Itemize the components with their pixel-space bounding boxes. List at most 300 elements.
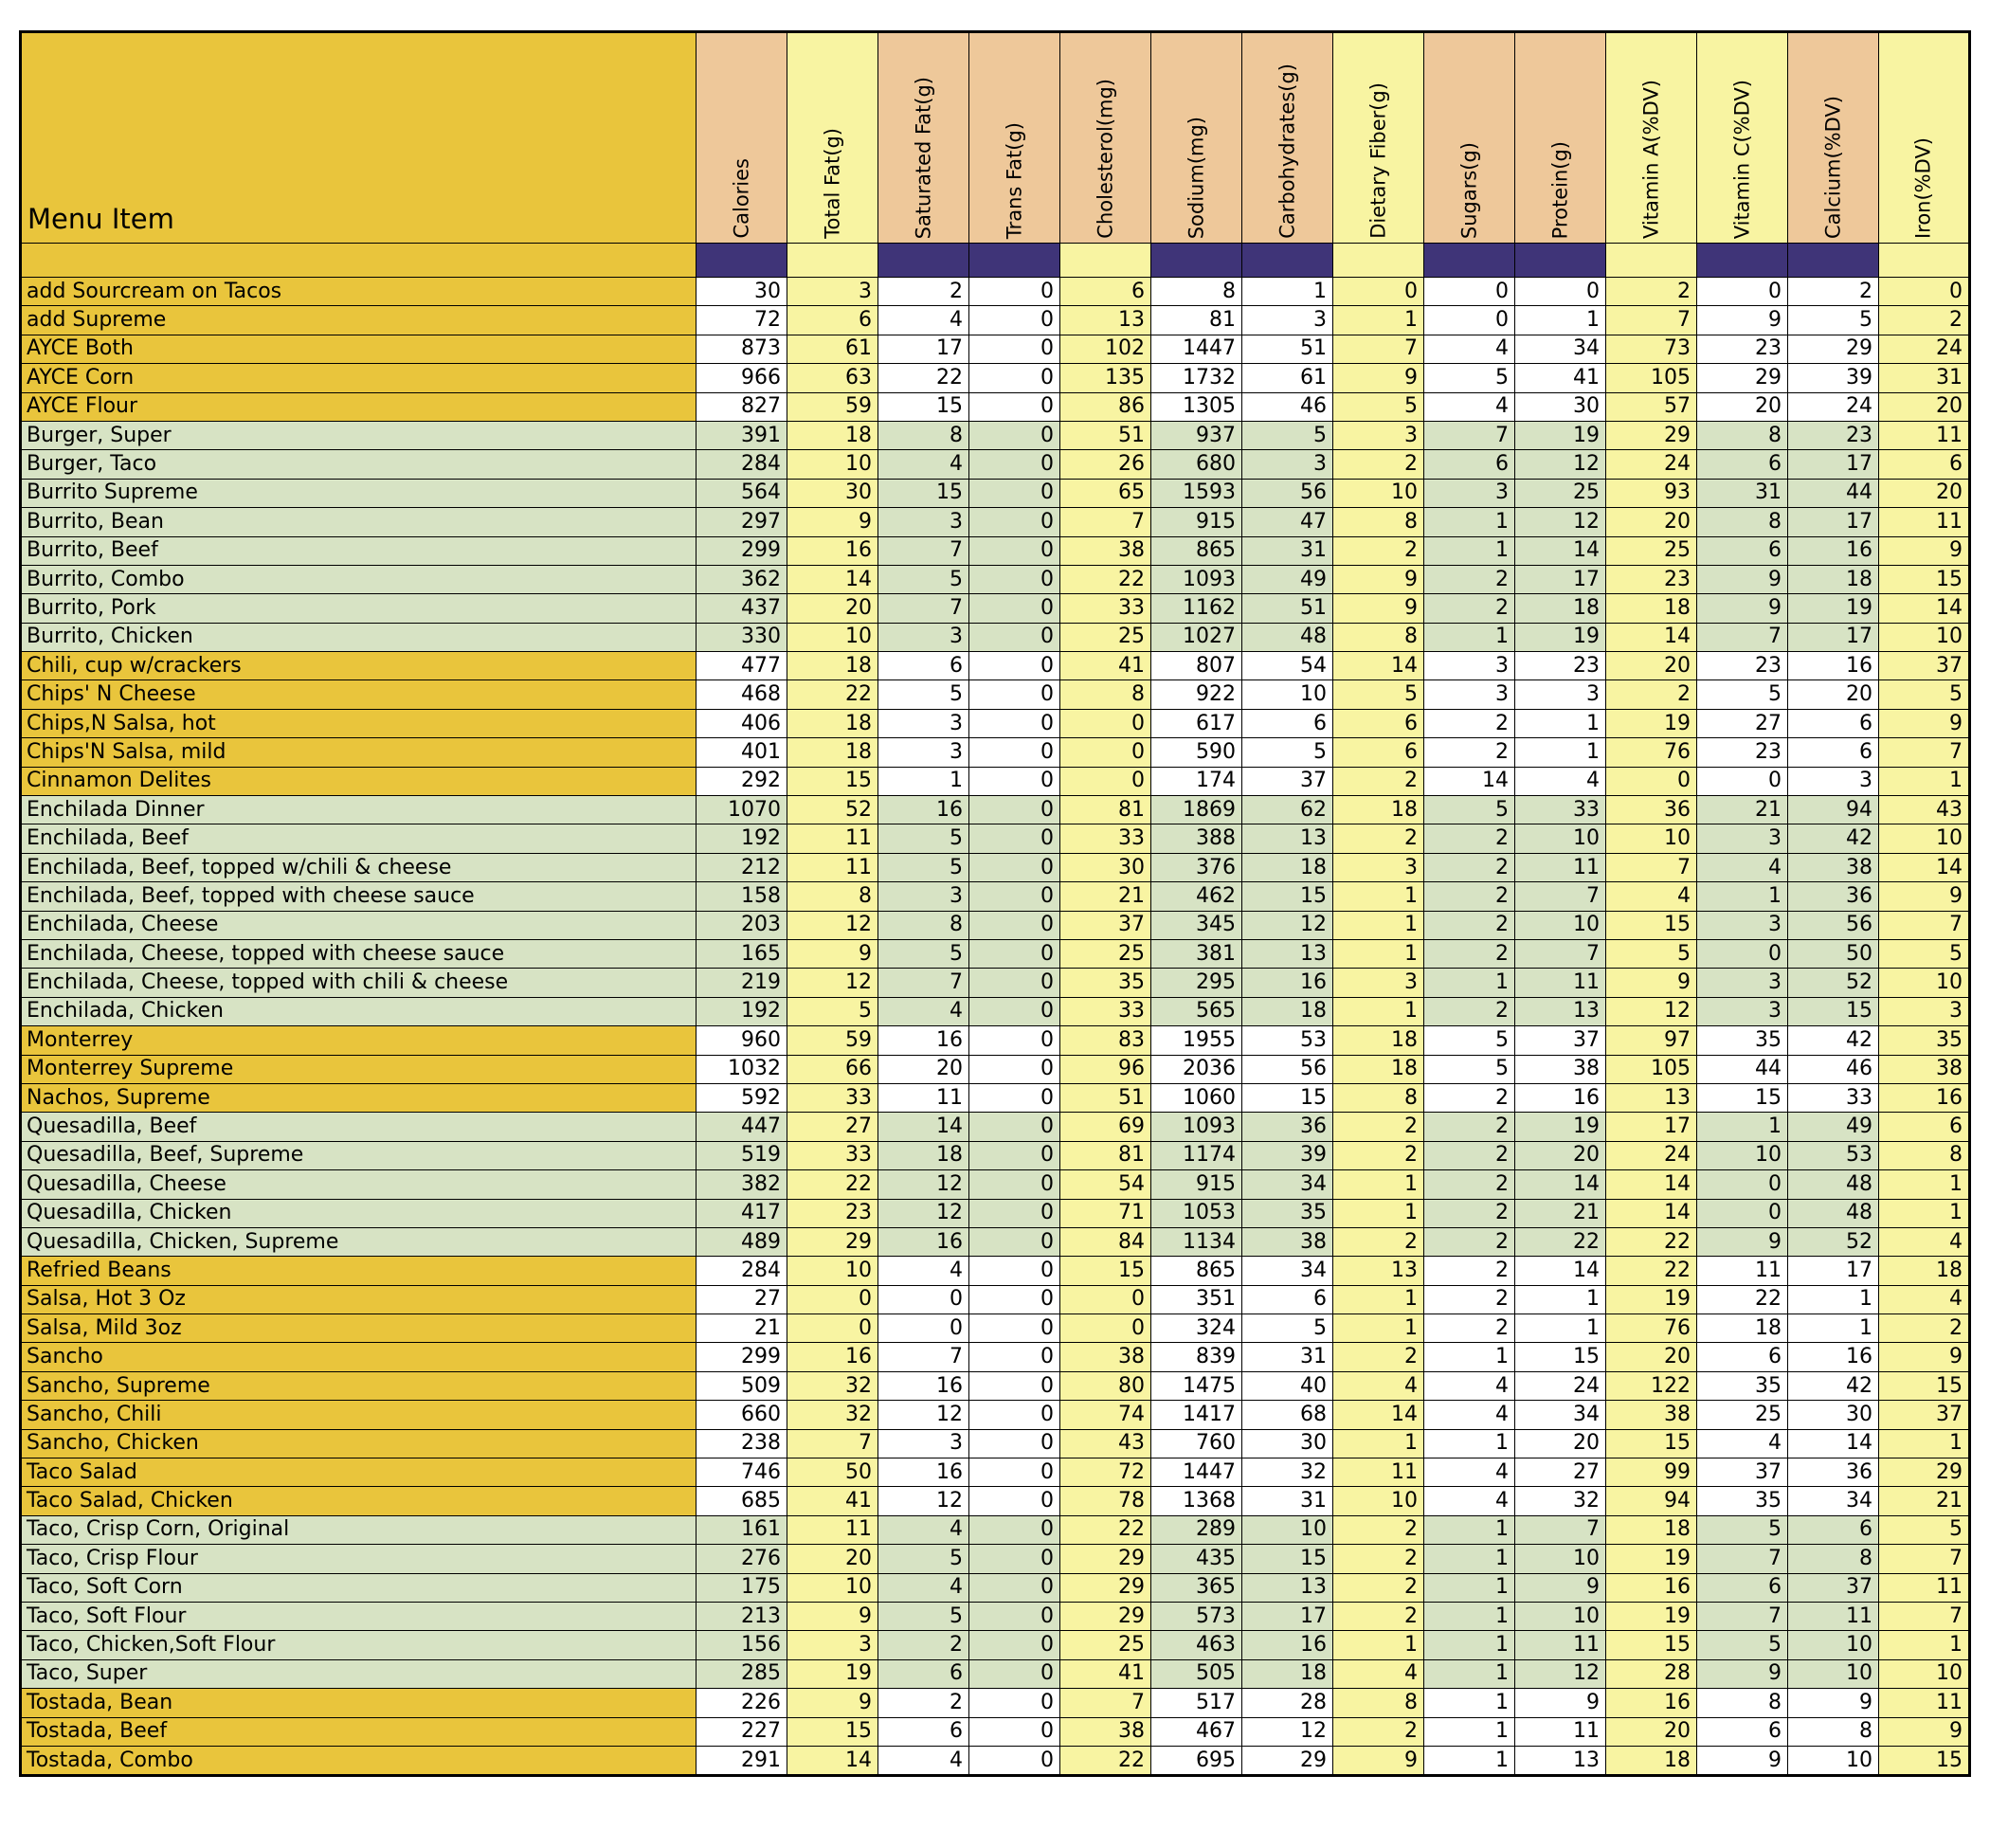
value-cell: 5 xyxy=(1333,680,1424,709)
value-cell: 1174 xyxy=(1151,1141,1242,1169)
table-row xyxy=(21,1458,1970,1487)
value-cell: 19 xyxy=(1606,709,1697,737)
value-cell: 19 xyxy=(1788,594,1879,623)
menu-item-cell: Sancho, Chili xyxy=(21,1401,696,1429)
value-cell: 3 xyxy=(1333,969,1424,997)
value-cell: 18 xyxy=(1788,565,1879,593)
value-cell: 17 xyxy=(1606,1113,1697,1141)
value-cell: 0 xyxy=(969,767,1060,795)
value-cell: 21 xyxy=(1879,1487,1970,1515)
value-cell: 3 xyxy=(878,709,969,737)
value-cell: 30 xyxy=(1515,392,1606,421)
value-cell: 14 xyxy=(1788,1429,1879,1458)
value-cell: 57 xyxy=(1606,392,1697,421)
value-cell: 13 xyxy=(1515,997,1606,1025)
value-cell: 0 xyxy=(787,1285,878,1314)
value-cell: 36 xyxy=(1242,1113,1333,1141)
value-cell: 93 xyxy=(1606,479,1697,507)
value-cell: 40 xyxy=(1242,1371,1333,1400)
value-cell: 76 xyxy=(1606,1314,1697,1343)
table-row xyxy=(21,508,1970,536)
value-cell: 20 xyxy=(1606,652,1697,680)
value-cell: 1053 xyxy=(1151,1199,1242,1227)
menu-item-cell: Quesadilla, Beef xyxy=(21,1113,696,1141)
value-cell: 213 xyxy=(696,1602,787,1630)
table-row xyxy=(21,278,1970,306)
value-cell: 11 xyxy=(1788,1602,1879,1630)
value-cell: 2 xyxy=(1424,1141,1515,1169)
value-cell: 24 xyxy=(1879,335,1970,363)
value-cell: 4 xyxy=(1879,1227,1970,1256)
value-cell: 573 xyxy=(1151,1602,1242,1630)
menu-item-cell: Burrito Supreme xyxy=(21,479,696,507)
column-header-label: Calories xyxy=(730,158,752,239)
value-cell: 0 xyxy=(969,709,1060,737)
column-header xyxy=(1060,32,1151,244)
value-cell: 11 xyxy=(1879,1573,1970,1602)
value-cell: 7 xyxy=(1424,421,1515,449)
value-cell: 4 xyxy=(1515,767,1606,795)
column-header-label: Saturated Fat(g) xyxy=(912,76,934,239)
value-cell: 15 xyxy=(787,767,878,795)
menu-item-cell: Chips'N Salsa, mild xyxy=(21,738,696,767)
value-cell: 37 xyxy=(1697,1458,1788,1487)
value-cell: 564 xyxy=(696,479,787,507)
value-cell: 0 xyxy=(1060,767,1151,795)
value-cell: 14 xyxy=(1606,623,1697,651)
value-cell: 26 xyxy=(1060,450,1151,479)
table-row xyxy=(21,450,1970,479)
column-header-label: Protein(g) xyxy=(1548,140,1571,239)
value-cell: 5 xyxy=(1242,421,1333,449)
column-header-label: Trans Fat(g) xyxy=(1003,121,1025,239)
value-cell: 1447 xyxy=(1151,335,1242,363)
value-cell: 47 xyxy=(1242,508,1333,536)
menu-item-cell: Enchilada, Cheese, topped with cheese sauce xyxy=(21,939,696,968)
table-row xyxy=(21,565,1970,593)
value-cell: 39 xyxy=(1242,1141,1333,1169)
value-cell: 289 xyxy=(1151,1515,1242,1544)
menu-item-cell: Burger, Super xyxy=(21,421,696,449)
value-cell: 8 xyxy=(1060,680,1151,709)
value-cell: 38 xyxy=(1606,1401,1697,1429)
value-cell: 6 xyxy=(1788,1515,1879,1544)
value-cell: 1 xyxy=(1424,1343,1515,1371)
value-cell: 81 xyxy=(1060,1141,1151,1169)
value-cell: 14 xyxy=(787,565,878,593)
band-cell xyxy=(1060,244,1151,278)
value-cell: 32 xyxy=(1242,1458,1333,1487)
value-cell: 7 xyxy=(1060,508,1151,536)
value-cell: 7 xyxy=(1333,335,1424,363)
value-cell: 33 xyxy=(1515,796,1606,824)
value-cell: 3 xyxy=(1697,969,1788,997)
value-cell: 5 xyxy=(878,939,969,968)
value-cell: 417 xyxy=(696,1199,787,1227)
value-cell: 65 xyxy=(1060,479,1151,507)
value-cell: 1 xyxy=(1424,1545,1515,1573)
value-cell: 0 xyxy=(969,536,1060,565)
value-cell: 29 xyxy=(1788,335,1879,363)
table-row xyxy=(21,652,1970,680)
value-cell: 15 xyxy=(1060,1257,1151,1285)
value-cell: 10 xyxy=(787,450,878,479)
value-cell: 1093 xyxy=(1151,1113,1242,1141)
value-cell: 11 xyxy=(787,1515,878,1544)
value-cell: 41 xyxy=(1060,652,1151,680)
value-cell: 5 xyxy=(1879,1515,1970,1544)
value-cell: 33 xyxy=(1788,1083,1879,1112)
value-cell: 4 xyxy=(1424,1487,1515,1515)
value-cell: 10 xyxy=(1788,1659,1879,1688)
value-cell: 36 xyxy=(1606,796,1697,824)
table-row xyxy=(21,824,1970,853)
value-cell: 4 xyxy=(878,306,969,335)
value-cell: 54 xyxy=(1242,652,1333,680)
value-cell: 0 xyxy=(969,939,1060,968)
value-cell: 9 xyxy=(1515,1689,1606,1717)
value-cell: 15 xyxy=(1606,1631,1697,1659)
column-header-label: Vitamin A(%DV) xyxy=(1639,80,1662,239)
menu-item-cell: Taco, Crisp Flour xyxy=(21,1545,696,1573)
value-cell: 18 xyxy=(1333,1055,1424,1083)
value-cell: 94 xyxy=(1788,796,1879,824)
value-cell: 1 xyxy=(1333,911,1424,939)
value-cell: 1955 xyxy=(1151,1026,1242,1055)
value-cell: 1 xyxy=(1333,1199,1424,1227)
value-cell: 9 xyxy=(1879,536,1970,565)
value-cell: 9 xyxy=(1333,565,1424,593)
table-row xyxy=(21,911,1970,939)
value-cell: 1 xyxy=(1515,1314,1606,1343)
value-cell: 3 xyxy=(878,1429,969,1458)
value-cell: 7 xyxy=(878,536,969,565)
menu-item-cell: Cinnamon Delites xyxy=(21,767,696,795)
table-row xyxy=(21,767,1970,795)
value-cell: 0 xyxy=(1697,1170,1788,1199)
value-cell: 0 xyxy=(969,1314,1060,1343)
value-cell: 53 xyxy=(1242,1026,1333,1055)
value-cell: 8 xyxy=(1333,508,1424,536)
column-header xyxy=(1515,32,1606,244)
table-row xyxy=(21,335,1970,363)
column-header xyxy=(1606,32,1697,244)
value-cell: 2 xyxy=(1606,278,1697,306)
band-cell xyxy=(787,244,878,278)
band-cell xyxy=(696,244,787,278)
menu-item-cell: Salsa, Mild 3oz xyxy=(21,1314,696,1343)
value-cell: 23 xyxy=(1515,652,1606,680)
value-cell: 1 xyxy=(1424,623,1515,651)
value-cell: 76 xyxy=(1606,738,1697,767)
value-cell: 32 xyxy=(787,1371,878,1400)
band-cell xyxy=(1333,244,1424,278)
menu-item-cell: Monterrey xyxy=(21,1026,696,1055)
value-cell: 0 xyxy=(969,1055,1060,1083)
value-cell: 1 xyxy=(1333,306,1424,335)
value-cell: 5 xyxy=(1697,680,1788,709)
value-cell: 0 xyxy=(969,1458,1060,1487)
value-cell: 212 xyxy=(696,853,787,881)
menu-item-cell: Taco, Soft Flour xyxy=(21,1602,696,1630)
value-cell: 4 xyxy=(878,1746,969,1775)
table-row xyxy=(21,421,1970,449)
value-cell: 3 xyxy=(1515,680,1606,709)
table-row xyxy=(21,997,1970,1025)
value-cell: 13 xyxy=(1333,1257,1424,1285)
table-row xyxy=(21,623,1970,651)
value-cell: 74 xyxy=(1060,1401,1151,1429)
value-cell: 0 xyxy=(969,1026,1060,1055)
value-cell: 11 xyxy=(787,824,878,853)
table-row xyxy=(21,1487,1970,1515)
value-cell: 13 xyxy=(1060,306,1151,335)
menu-item-cell: Burrito, Chicken xyxy=(21,623,696,651)
value-cell: 10 xyxy=(1788,1746,1879,1775)
value-cell: 29 xyxy=(1060,1573,1151,1602)
value-cell: 69 xyxy=(1060,1113,1151,1141)
value-cell: 5 xyxy=(1242,738,1333,767)
value-cell: 10 xyxy=(1879,824,1970,853)
value-cell: 827 xyxy=(696,392,787,421)
table-row xyxy=(21,1545,1970,1573)
value-cell: 9 xyxy=(1697,306,1788,335)
value-cell: 29 xyxy=(1697,364,1788,392)
value-cell: 38 xyxy=(1515,1055,1606,1083)
value-cell: 20 xyxy=(787,594,878,623)
value-cell: 71 xyxy=(1060,1199,1151,1227)
value-cell: 865 xyxy=(1151,1257,1242,1285)
value-cell: 362 xyxy=(696,565,787,593)
value-cell: 18 xyxy=(1242,997,1333,1025)
value-cell: 284 xyxy=(696,1257,787,1285)
value-cell: 2 xyxy=(1333,1227,1424,1256)
value-cell: 3 xyxy=(1788,767,1879,795)
value-cell: 0 xyxy=(969,1401,1060,1429)
value-cell: 50 xyxy=(1788,939,1879,968)
value-cell: 2 xyxy=(1424,594,1515,623)
value-cell: 6 xyxy=(1788,709,1879,737)
value-cell: 9 xyxy=(1697,1227,1788,1256)
value-cell: 1 xyxy=(1424,508,1515,536)
value-cell: 1475 xyxy=(1151,1371,1242,1400)
value-cell: 3 xyxy=(1242,450,1333,479)
value-cell: 7 xyxy=(1515,1515,1606,1544)
value-cell: 31 xyxy=(1242,1487,1333,1515)
value-cell: 48 xyxy=(1242,623,1333,651)
value-cell: 295 xyxy=(1151,969,1242,997)
value-cell: 13 xyxy=(1242,1573,1333,1602)
value-cell: 1 xyxy=(1515,709,1606,737)
table-row xyxy=(21,1141,1970,1169)
value-cell: 839 xyxy=(1151,1343,1242,1371)
value-cell: 81 xyxy=(1151,306,1242,335)
value-cell: 16 xyxy=(1788,536,1879,565)
value-cell: 1 xyxy=(1515,738,1606,767)
menu-item-cell: Quesadilla, Chicken xyxy=(21,1199,696,1227)
value-cell: 23 xyxy=(787,1199,878,1227)
menu-item-cell: Chili, cup w/crackers xyxy=(21,652,696,680)
value-cell: 11 xyxy=(1515,1717,1606,1746)
value-cell: 5 xyxy=(1424,796,1515,824)
value-cell: 61 xyxy=(1242,364,1333,392)
value-cell: 3 xyxy=(878,623,969,651)
value-cell: 23 xyxy=(1788,421,1879,449)
value-cell: 25 xyxy=(1060,939,1151,968)
value-cell: 32 xyxy=(787,1401,878,1429)
table-row xyxy=(21,1717,1970,1746)
value-cell: 31 xyxy=(1242,536,1333,565)
value-cell: 96 xyxy=(1060,1055,1151,1083)
value-cell: 345 xyxy=(1151,911,1242,939)
value-cell: 517 xyxy=(1151,1689,1242,1717)
value-cell: 15 xyxy=(1242,1545,1333,1573)
value-cell: 1 xyxy=(1424,536,1515,565)
value-cell: 0 xyxy=(969,1487,1060,1515)
value-cell: 1 xyxy=(1515,1285,1606,1314)
value-cell: 15 xyxy=(878,392,969,421)
table-row xyxy=(21,1343,1970,1371)
value-cell: 51 xyxy=(1242,335,1333,363)
value-cell: 6 xyxy=(1242,1285,1333,1314)
value-cell: 39 xyxy=(1788,364,1879,392)
table-row xyxy=(21,1314,1970,1343)
value-cell: 8 xyxy=(787,882,878,911)
value-cell: 1 xyxy=(1424,969,1515,997)
menu-item-cell: add Supreme xyxy=(21,306,696,335)
value-cell: 2 xyxy=(1333,767,1424,795)
value-cell: 2 xyxy=(1424,709,1515,737)
value-cell: 41 xyxy=(1060,1659,1151,1688)
value-cell: 11 xyxy=(1515,969,1606,997)
value-cell: 1 xyxy=(1424,1689,1515,1717)
value-cell: 227 xyxy=(696,1717,787,1746)
table-row xyxy=(21,306,1970,335)
value-cell: 54 xyxy=(1060,1170,1151,1199)
value-cell: 37 xyxy=(1879,1401,1970,1429)
value-cell: 351 xyxy=(1151,1285,1242,1314)
value-cell: 10 xyxy=(1697,1141,1788,1169)
value-cell: 0 xyxy=(1060,709,1151,737)
value-cell: 18 xyxy=(1515,594,1606,623)
column-header-label: Iron(%DV) xyxy=(1911,136,1935,239)
value-cell: 0 xyxy=(969,882,1060,911)
column-header xyxy=(1697,32,1788,244)
value-cell: 4 xyxy=(1424,1401,1515,1429)
menu-item-cell: Taco, Super xyxy=(21,1659,696,1688)
value-cell: 1 xyxy=(1879,1199,1970,1227)
value-cell: 6 xyxy=(1242,709,1333,737)
value-cell: 2 xyxy=(1424,882,1515,911)
value-cell: 1060 xyxy=(1151,1083,1242,1112)
value-cell: 1417 xyxy=(1151,1401,1242,1429)
menu-item-cell: Burrito, Bean xyxy=(21,508,696,536)
table-row xyxy=(21,536,1970,565)
value-cell: 99 xyxy=(1606,1458,1697,1487)
value-cell: 9 xyxy=(787,939,878,968)
value-cell: 105 xyxy=(1606,364,1697,392)
table-row xyxy=(21,969,1970,997)
value-cell: 20 xyxy=(1606,1343,1697,1371)
menu-item-cell: Sancho, Chicken xyxy=(21,1429,696,1458)
menu-item-cell: Taco Salad xyxy=(21,1458,696,1487)
value-cell: 43 xyxy=(1060,1429,1151,1458)
value-cell: 21 xyxy=(1060,882,1151,911)
value-cell: 1447 xyxy=(1151,1458,1242,1487)
value-cell: 0 xyxy=(969,450,1060,479)
value-cell: 23 xyxy=(1697,738,1788,767)
value-cell: 29 xyxy=(1606,421,1697,449)
value-cell: 18 xyxy=(1242,853,1333,881)
value-cell: 1 xyxy=(1333,1285,1424,1314)
table-row xyxy=(21,1055,1970,1083)
value-cell: 10 xyxy=(1515,824,1606,853)
value-cell: 33 xyxy=(1060,997,1151,1025)
column-header xyxy=(969,32,1060,244)
table-row xyxy=(21,939,1970,968)
value-cell: 2 xyxy=(1606,680,1697,709)
value-cell: 6 xyxy=(1333,709,1424,737)
value-cell: 1 xyxy=(1333,1429,1424,1458)
value-cell: 20 xyxy=(1788,680,1879,709)
value-cell: 6 xyxy=(1424,450,1515,479)
value-cell: 4 xyxy=(1879,1285,1970,1314)
value-cell: 5 xyxy=(878,1602,969,1630)
value-cell: 0 xyxy=(1060,1314,1151,1343)
value-cell: 22 xyxy=(1515,1227,1606,1256)
value-cell: 0 xyxy=(969,335,1060,363)
value-cell: 0 xyxy=(969,1227,1060,1256)
value-cell: 6 xyxy=(1697,1573,1788,1602)
value-cell: 10 xyxy=(787,623,878,651)
value-cell: 15 xyxy=(1606,1429,1697,1458)
value-cell: 18 xyxy=(1242,1659,1333,1688)
table-body xyxy=(21,278,1970,1776)
value-cell: 24 xyxy=(1788,392,1879,421)
value-cell: 41 xyxy=(1515,364,1606,392)
column-header xyxy=(1242,32,1333,244)
value-cell: 1070 xyxy=(696,796,787,824)
value-cell: 34 xyxy=(1515,335,1606,363)
value-cell: 5 xyxy=(1788,306,1879,335)
value-cell: 2 xyxy=(1333,536,1424,565)
value-cell: 20 xyxy=(878,1055,969,1083)
value-cell: 9 xyxy=(1697,1746,1788,1775)
column-header-label: Total Fat(g) xyxy=(821,128,843,239)
value-cell: 8 xyxy=(1788,1545,1879,1573)
value-cell: 37 xyxy=(1242,767,1333,795)
value-cell: 42 xyxy=(1788,1371,1879,1400)
value-cell: 15 xyxy=(1879,1746,1970,1775)
value-cell: 1 xyxy=(1424,1717,1515,1746)
table-row xyxy=(21,1113,1970,1141)
value-cell: 34 xyxy=(1788,1487,1879,1515)
value-cell: 960 xyxy=(696,1026,787,1055)
value-cell: 34 xyxy=(1242,1257,1333,1285)
value-cell: 3 xyxy=(878,738,969,767)
value-cell: 4 xyxy=(1424,1458,1515,1487)
value-cell: 5 xyxy=(1879,939,1970,968)
value-cell: 38 xyxy=(1242,1227,1333,1256)
value-cell: 11 xyxy=(1879,508,1970,536)
value-cell: 0 xyxy=(1060,1285,1151,1314)
value-cell: 29 xyxy=(1060,1545,1151,1573)
table-row xyxy=(21,882,1970,911)
value-cell: 9 xyxy=(1697,565,1788,593)
value-cell: 18 xyxy=(1606,1746,1697,1775)
value-cell: 2 xyxy=(1333,1602,1424,1630)
value-cell: 9 xyxy=(787,1602,878,1630)
